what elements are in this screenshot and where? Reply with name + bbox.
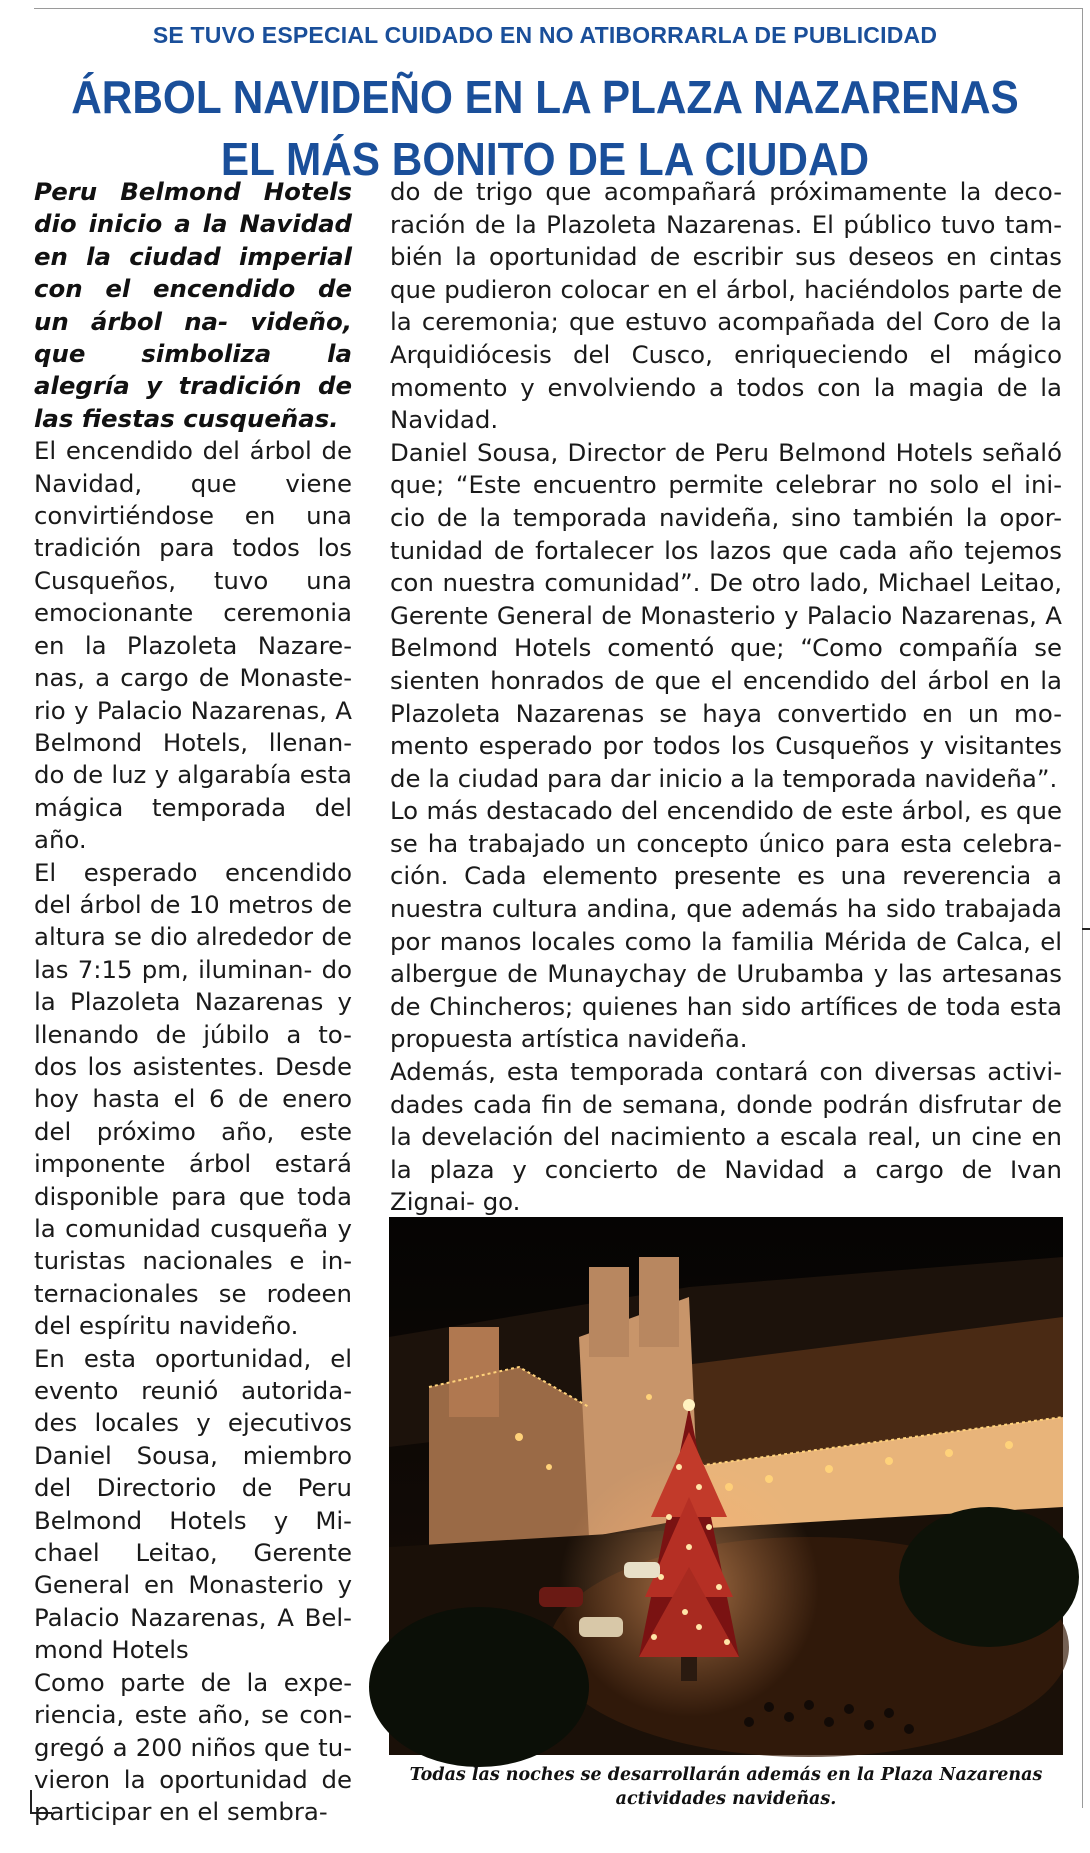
- body-paragraph: Daniel Sousa, Director de Peru Belmond Hotels señaló que; “Este encuentro permite celebrar no solo el ini- cio de la temporada navideña, sino también la opor- tunidad de fortalecer los lazos que cada año tejemos con nuestra comunidad”. De otro lado, Michael Leitao, Gerente General de Monasterio y Palacio Nazarenas, A Belmond Hotels comentó que; “Como compañía se sienten honrados de que el encendido del árbol en la Plazoleta Nazarenas se haya convertido en un mo- mento esperado por todos los Cusqueños y visitantes de la ciudad para dar inicio a la temporada navideña”.: [390, 437, 1062, 793]
- photo-caption: Todas las noches se desarrollarán además en la Plaza Nazarenas actividades navideñas.: [409, 1765, 1043, 1809]
- headline-line-2: EL MÁS BONITO DE LA CIUDAD: [220, 133, 870, 185]
- right-rule: [1082, 8, 1083, 1808]
- body-paragraph: Como parte de la expe- riencia, este año, se con- gregó a 200 niños que tu- vieron la oportunidad de participar en el sembra-: [34, 1667, 352, 1827]
- body-paragraph: En esta oportunidad, el evento reunió autorida- des locales y ejecutivos Daniel Sousa, miembro del Directorio de Peru Belmond Hotels y Mi- chael Leitao, Gerente General en Monasterio y Palacio Nazarenas, A Bel- mond Hotels: [34, 1343, 352, 1665]
- crop-mark-right: [1082, 928, 1090, 930]
- body-paragraph: do de trigo que acompañará próximamente la deco- ración de la Plazoleta Nazarenas. El público tuvo tam- bién la oportunidad de escribir sus deseos en cintas que pudieron colocar en el árbol, haciéndolos parte de la ceremonia; que estuvo acompañada del Coro de la Arquidiócesis del Cusco, enriqueciendo el mágico momento y envolviendo a todos con la magia de la Navidad.: [390, 177, 1062, 435]
- tree-foliage: [369, 1607, 589, 1767]
- body-paragraph: El encendido del árbol de Navidad, que viene convirtiéndose en una tradición para todos los Cusqueños, tuvo una emocionante ceremonia en la Plazoleta Nazare- nas, a cargo de Monaste- rio y Palacio Nazarenas, A Belmond Hotels, llenan- do de luz y algarabía esta mágica temporada del año.: [34, 436, 352, 855]
- bell-tower-left: [449, 1327, 499, 1417]
- right-column: [390, 176, 1062, 1219]
- plaza-christmas-tree-photo: [389, 1217, 1063, 1755]
- crop-mark-bottom-left: [30, 1790, 32, 1814]
- body-paragraph: El esperado encendido del árbol de 10 metros de altura se dio alrededor de las 7:15 pm, iluminan- do la Plazoleta Nazarenas y llenando de júbilo a to- dos los asistentes. Desde hoy hasta el 6 de enero del próximo año, este imponente árbol estará disponible para que toda la comunidad cusqueña y turistas nacionales e in- ternacionales se rodeen del espíritu navideño.: [34, 857, 352, 1341]
- body-paragraph: Además, esta temporada contará con diversas activi- dades cada fin de semana, donde podrán disfrutar de la develación del nacimiento a escala real, un cine en la plaza y concierto de Navidad a cargo de Ivan Zignai- go.: [390, 1057, 1062, 1217]
- article-kicker: SE TUVO ESPECIAL CUIDADO EN NO ATIBORRARLA DE PUBLICIDAD: [152, 22, 938, 48]
- body-paragraph: Lo más destacado del encendido de este árbol, es que se ha trabajado un concepto único para esta celebra- ción. Cada elemento presente es una reverencia a nuestra cultura andina, que además ha sido trabajada por manos locales como la familia Mérida de Calca, el albergue de Munaychay de Urubamba y las artesanas de Chincheros; quienes han sido artífices de toda esta propuesta artística navideña.: [390, 796, 1062, 1054]
- article-headline: [44, 66, 1047, 190]
- bell-tower-center-2: [639, 1257, 679, 1347]
- photo-illustration: [389, 1217, 1063, 1755]
- article-lead: Peru Belmond Hotels dio inicio a la Navidad en la ciudad imperial con el encendido de un árbol na- videño, que simboliza la alegría y tradición de las fiestas cusqueñas.: [34, 177, 352, 433]
- tree-foliage: [899, 1507, 1079, 1647]
- headline-line-1: ÁRBOL NAVIDEÑO EN LA PLAZA NAZARENAS: [71, 71, 1019, 123]
- bell-tower-center-1: [589, 1267, 629, 1357]
- left-column: [34, 176, 352, 1827]
- top-rule: [34, 8, 1082, 9]
